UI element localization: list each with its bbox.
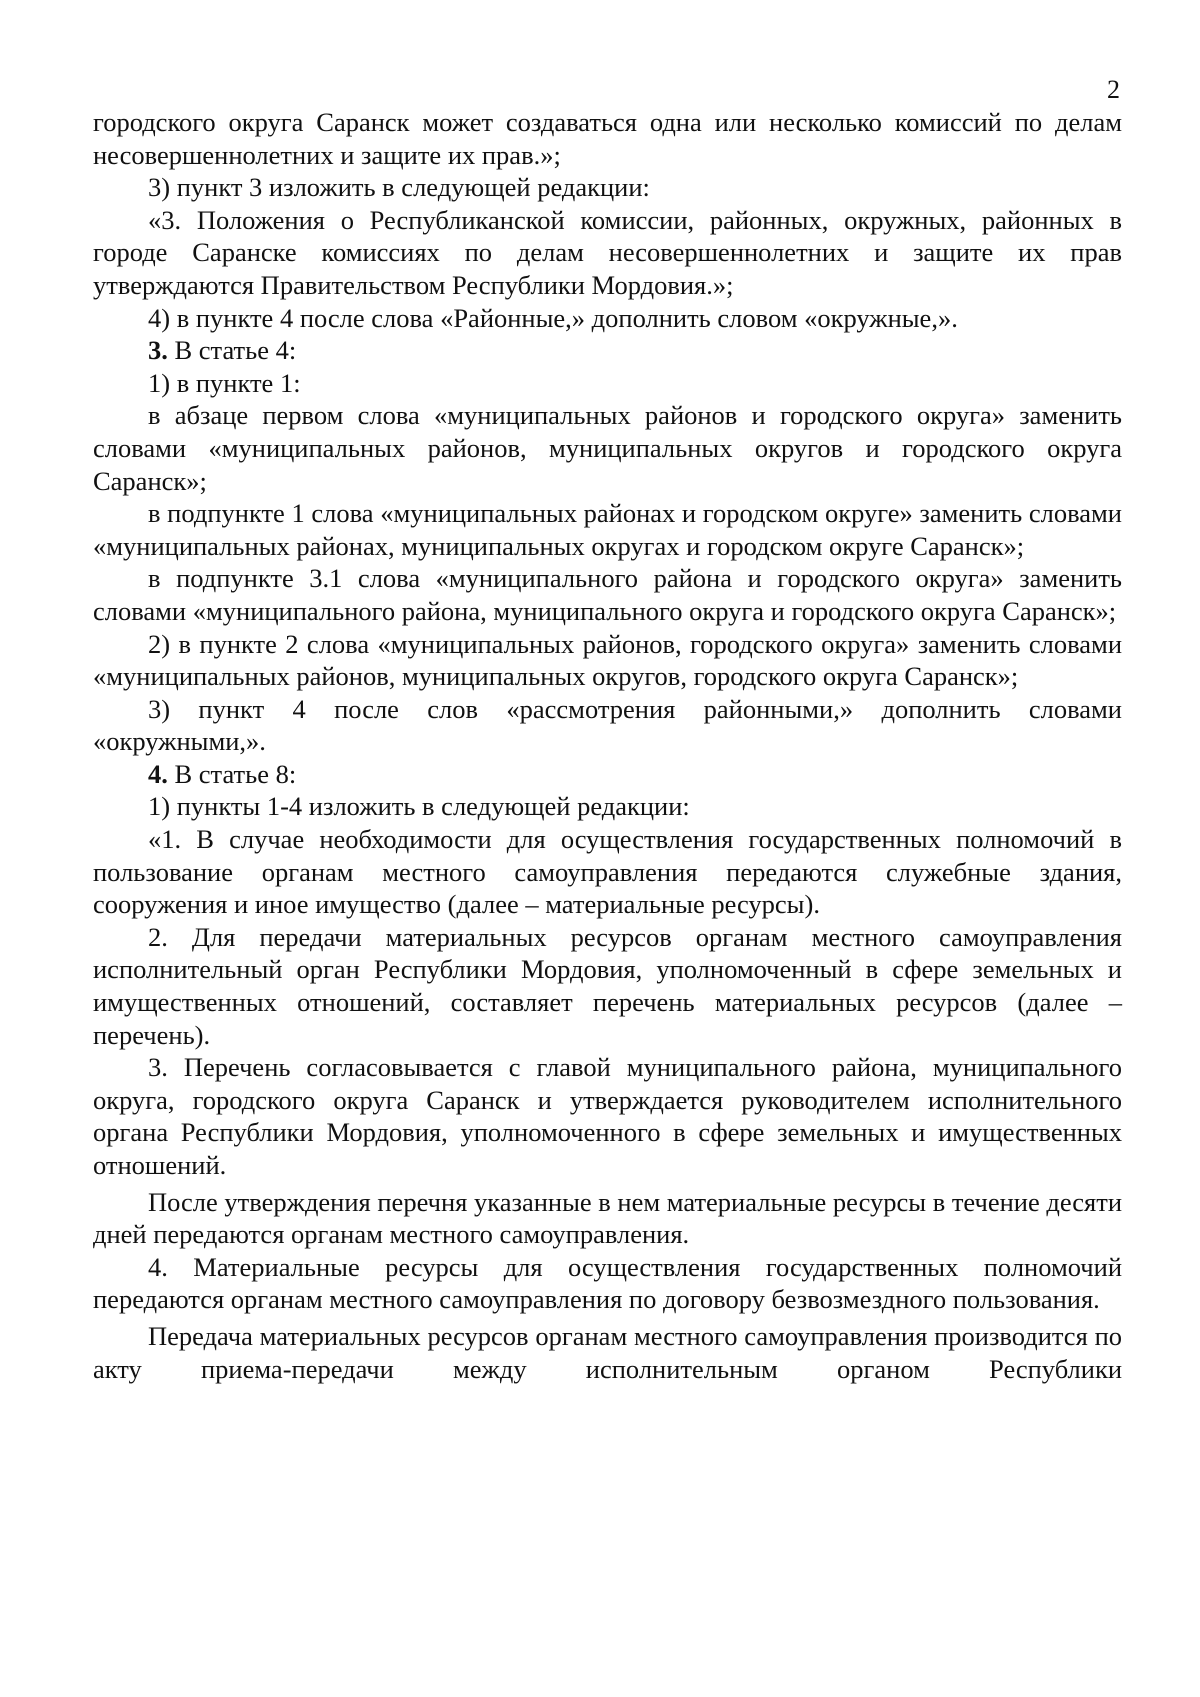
paragraph-subitem-3: 3) пункт 4 после слов «рассмотрения районными,» дополнить словами «окружными,».: [93, 693, 1122, 757]
paragraph-point-3: 3. Перечень согласовывается с главой муниципального района, муниципального округа, городского округа Саранск и утверждается руководителем исполнительного органа Республики Мордовия, уполномоченного в сфере земельных и имущественных отношений.: [93, 1052, 1122, 1180]
paragraph-article-4-heading: [93, 334, 1122, 367]
paragraph-item-3: 3) пункт 3 изложить в следующей редакции:: [148, 172, 650, 203]
paragraph-continuation: городского округа Саранск может создаваться одна или несколько комиссий по делам несовершеннолетних и защите их прав.»;: [93, 107, 1122, 170]
paragraph-subitem-2: 2) в пункте 2 слова «муниципальных районов, городского округа» заменить словами «муниципальных районов, муниципальных округов, городского округа Саранск»;: [93, 628, 1122, 692]
paragraph-quoted-point-3: «3. Положения о Республиканской комиссии, районных, окружных, районных в городе Саранске комиссиях по делам несовершеннолетних и защите их прав утверждаются Правительством Республики Мордовия.»;: [93, 204, 1122, 300]
section-title: В статье 8:: [167, 758, 297, 789]
paragraph-items-1-4: 1) пункты 1-4 изложить в следующей редакции:: [148, 791, 690, 822]
paragraph-subpoint-3-1: в подпункте 3.1 слова «муниципального района и городского округа» заменить словами «муниципального района, муниципального округа и городского округа Саранск»;: [93, 563, 1122, 626]
section-title: В статье 4:: [167, 335, 297, 366]
paragraph-point-4: 4. Материальные ресурсы для осуществления государственных полномочий передаются органам местного самоуправления по договору безвозмездного пользования.: [93, 1251, 1122, 1315]
paragraph-article-8-heading: [93, 758, 1122, 791]
paragraph-point-2: 2. Для передачи материальных ресурсов органам местного самоуправления исполнительный орган Республики Мордовия, уполномоченный в сфере земельных и имущественных отношений, составляет перечень материальных ресурсов (далее – перечень).: [93, 921, 1122, 1050]
section-number: 4.: [148, 758, 168, 789]
paragraph-subpoint-1: в подпункте 1 слова «муниципальных районах и городском округе» заменить словами «муниципальных районах, муниципальных округах и городском округе Саранск»;: [93, 498, 1122, 561]
page-number: 2: [1107, 75, 1120, 104]
section-number: 3.: [148, 335, 168, 366]
document-body: [93, 106, 1122, 1385]
paragraph-subitem-1: 1) в пункте 1:: [148, 367, 301, 398]
paragraph-after-approval: После утверждения перечня указанные в нем материальные ресурсы в течение десяти дней передаются органам местного самоуправления.: [93, 1186, 1122, 1250]
paragraph-transfer: Передача материальных ресурсов органам местного самоуправления производится по акту приема-передачи между исполнительным органом Республики: [93, 1320, 1122, 1384]
paragraph-abzac-first: в абзаце первом слова «муниципальных районов и городского округа» заменить словами «муниципальных районов, муниципальных округов и городского округа Саранск»;: [93, 400, 1122, 496]
paragraph-item-4: 4) в пункте 4 после слова «Районные,» дополнить словом «окружные,».: [148, 302, 958, 333]
paragraph-quoted-point-1: «1. В случае необходимости для осуществления государственных полномочий в пользование органам местного самоуправления передаются служебные здания, сооружения и иное имущество (далее – материальные ресурсы).: [93, 824, 1122, 920]
